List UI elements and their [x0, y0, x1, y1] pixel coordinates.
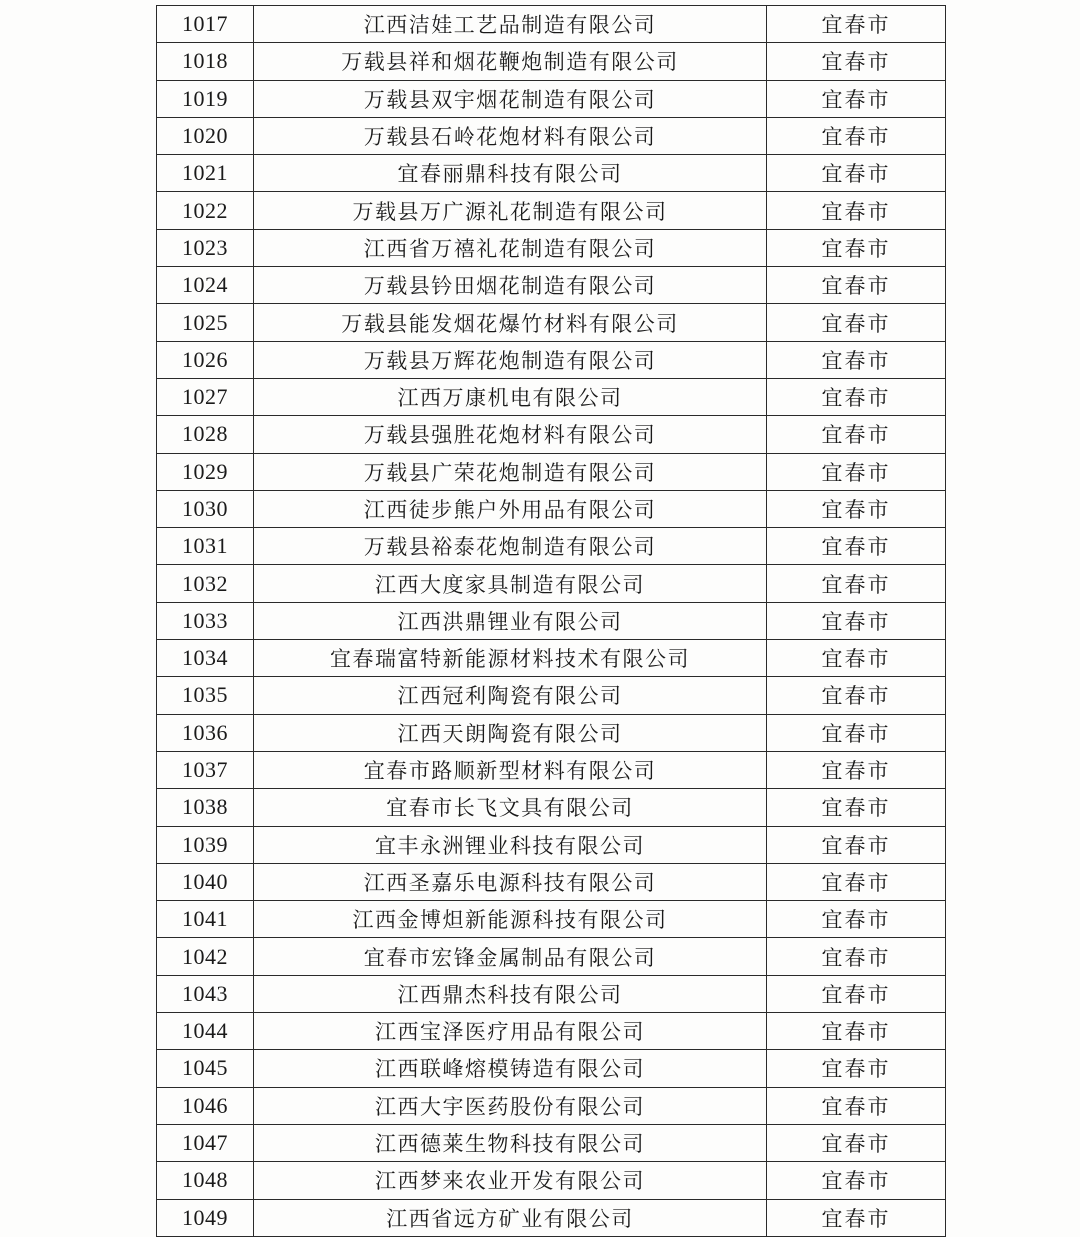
- city-name: 宜春市: [767, 640, 946, 677]
- table-body: [157, 6, 946, 1237]
- city-name: 宜春市: [767, 901, 946, 938]
- company-name: 万载县祥和烟花鞭炮制造有限公司: [254, 43, 767, 80]
- row-number: 1021: [157, 155, 254, 192]
- company-name: 宜春市长飞文具有限公司: [254, 789, 767, 826]
- company-name: 江西洪鼎锂业有限公司: [254, 602, 767, 639]
- company-name: 宜丰永洲锂业科技有限公司: [254, 826, 767, 863]
- city-name: 宜春市: [767, 1087, 946, 1124]
- row-number: 1027: [157, 378, 254, 415]
- company-name: 江西洁娃工艺品制造有限公司: [254, 6, 767, 43]
- city-name: 宜春市: [767, 714, 946, 751]
- row-number: 1020: [157, 117, 254, 154]
- row-number: 1029: [157, 453, 254, 490]
- city-name: 宜春市: [767, 304, 946, 341]
- row-number: 1033: [157, 602, 254, 639]
- company-name: 万载县广荣花炮制造有限公司: [254, 453, 767, 490]
- table-row: [157, 6, 946, 43]
- company-name: 江西万康机电有限公司: [254, 378, 767, 415]
- table-row: [157, 677, 946, 714]
- company-name: 万载县能发烟花爆竹材料有限公司: [254, 304, 767, 341]
- table-row: [157, 714, 946, 751]
- row-number: 1038: [157, 789, 254, 826]
- row-number: 1025: [157, 304, 254, 341]
- company-name: 万载县裕泰花炮制造有限公司: [254, 528, 767, 565]
- city-name: 宜春市: [767, 229, 946, 266]
- table-row: [157, 341, 946, 378]
- city-name: 宜春市: [767, 1124, 946, 1161]
- city-name: 宜春市: [767, 267, 946, 304]
- table-row: [157, 378, 946, 415]
- table-row: [157, 416, 946, 453]
- row-number: 1040: [157, 863, 254, 900]
- city-name: 宜春市: [767, 1050, 946, 1087]
- table-row: [157, 528, 946, 565]
- row-number: 1030: [157, 490, 254, 527]
- company-name: 江西省远方矿业有限公司: [254, 1199, 767, 1236]
- row-number: 1041: [157, 901, 254, 938]
- company-name: 江西德莱生物科技有限公司: [254, 1124, 767, 1161]
- city-name: 宜春市: [767, 975, 946, 1012]
- city-name: 宜春市: [767, 1162, 946, 1199]
- row-number: 1045: [157, 1050, 254, 1087]
- row-number: 1023: [157, 229, 254, 266]
- row-number: 1044: [157, 1013, 254, 1050]
- table-row: [157, 43, 946, 80]
- city-name: 宜春市: [767, 789, 946, 826]
- company-name: 宜春丽鼎科技有限公司: [254, 155, 767, 192]
- row-number: 1026: [157, 341, 254, 378]
- company-name: 万载县双宇烟花制造有限公司: [254, 80, 767, 117]
- table-row: [157, 1087, 946, 1124]
- row-number: 1049: [157, 1199, 254, 1236]
- row-number: 1018: [157, 43, 254, 80]
- city-name: 宜春市: [767, 863, 946, 900]
- company-name: 江西大宇医药股份有限公司: [254, 1087, 767, 1124]
- city-name: 宜春市: [767, 117, 946, 154]
- row-number: 1042: [157, 938, 254, 975]
- row-number: 1028: [157, 416, 254, 453]
- table-row: [157, 1199, 946, 1236]
- city-name: 宜春市: [767, 416, 946, 453]
- company-name: 江西金博炟新能源科技有限公司: [254, 901, 767, 938]
- city-name: 宜春市: [767, 528, 946, 565]
- company-name: 宜春市路顺新型材料有限公司: [254, 751, 767, 788]
- table-row: [157, 453, 946, 490]
- table-row: [157, 640, 946, 677]
- company-name: 万载县万广源礼花制造有限公司: [254, 192, 767, 229]
- city-name: 宜春市: [767, 826, 946, 863]
- table-row: [157, 304, 946, 341]
- company-name: 江西圣嘉乐电源科技有限公司: [254, 863, 767, 900]
- company-list-table: [156, 5, 946, 1237]
- company-name: 江西徒步熊户外用品有限公司: [254, 490, 767, 527]
- table-row: [157, 155, 946, 192]
- city-name: 宜春市: [767, 80, 946, 117]
- city-name: 宜春市: [767, 341, 946, 378]
- row-number: 1047: [157, 1124, 254, 1161]
- table-row: [157, 789, 946, 826]
- row-number: 1031: [157, 528, 254, 565]
- company-name: 江西联峰熔模铸造有限公司: [254, 1050, 767, 1087]
- city-name: 宜春市: [767, 565, 946, 602]
- company-name: 江西冠利陶瓷有限公司: [254, 677, 767, 714]
- table-row: [157, 490, 946, 527]
- row-number: 1046: [157, 1087, 254, 1124]
- company-name: 江西天朗陶瓷有限公司: [254, 714, 767, 751]
- table-row: [157, 1013, 946, 1050]
- row-number: 1032: [157, 565, 254, 602]
- city-name: 宜春市: [767, 192, 946, 229]
- table-row: [157, 80, 946, 117]
- table-row: [157, 938, 946, 975]
- row-number: 1039: [157, 826, 254, 863]
- table-row: [157, 751, 946, 788]
- row-number: 1037: [157, 751, 254, 788]
- row-number: 1035: [157, 677, 254, 714]
- city-name: 宜春市: [767, 155, 946, 192]
- table-row: [157, 229, 946, 266]
- table-row: [157, 192, 946, 229]
- company-name: 宜春瑞富特新能源材料技术有限公司: [254, 640, 767, 677]
- table-row: [157, 863, 946, 900]
- row-number: 1043: [157, 975, 254, 1012]
- city-name: 宜春市: [767, 1199, 946, 1236]
- table-row: [157, 602, 946, 639]
- company-name: 江西鼎杰科技有限公司: [254, 975, 767, 1012]
- row-number: 1024: [157, 267, 254, 304]
- table-row: [157, 565, 946, 602]
- company-name: 江西大度家具制造有限公司: [254, 565, 767, 602]
- table-row: [157, 1050, 946, 1087]
- city-name: 宜春市: [767, 453, 946, 490]
- city-name: 宜春市: [767, 1013, 946, 1050]
- city-name: 宜春市: [767, 378, 946, 415]
- company-name: 江西省万禧礼花制造有限公司: [254, 229, 767, 266]
- city-name: 宜春市: [767, 602, 946, 639]
- row-number: 1019: [157, 80, 254, 117]
- table-row: [157, 267, 946, 304]
- table-row: [157, 975, 946, 1012]
- company-name: 万载县钤田烟花制造有限公司: [254, 267, 767, 304]
- table-row: [157, 1162, 946, 1199]
- table-row: [157, 1124, 946, 1161]
- city-name: 宜春市: [767, 490, 946, 527]
- city-name: 宜春市: [767, 938, 946, 975]
- row-number: 1022: [157, 192, 254, 229]
- table-row: [157, 117, 946, 154]
- company-name: 万载县石岭花炮材料有限公司: [254, 117, 767, 154]
- row-number: 1017: [157, 6, 254, 43]
- company-name: 宜春市宏锋金属制品有限公司: [254, 938, 767, 975]
- row-number: 1048: [157, 1162, 254, 1199]
- table-row: [157, 826, 946, 863]
- city-name: 宜春市: [767, 43, 946, 80]
- city-name: 宜春市: [767, 677, 946, 714]
- row-number: 1034: [157, 640, 254, 677]
- city-name: 宜春市: [767, 751, 946, 788]
- table-row: [157, 901, 946, 938]
- row-number: 1036: [157, 714, 254, 751]
- company-name: 万载县万辉花炮制造有限公司: [254, 341, 767, 378]
- company-name: 江西梦来农业开发有限公司: [254, 1162, 767, 1199]
- company-name: 万载县强胜花炮材料有限公司: [254, 416, 767, 453]
- company-name: 江西宝泽医疗用品有限公司: [254, 1013, 767, 1050]
- city-name: 宜春市: [767, 6, 946, 43]
